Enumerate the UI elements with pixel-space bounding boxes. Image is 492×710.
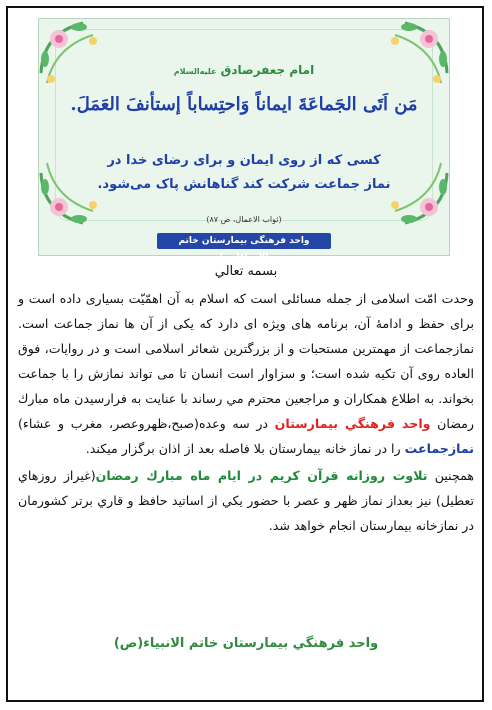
arabic-hadith: مَن اَتَى الجَماعَةَ ايماناً وَاحتِساباً إستأنفَ العَمَلَ.	[70, 94, 418, 115]
hadith-banner	[38, 18, 450, 262]
paragraph-text: (غيراز روزهاي تعطيل) نيز بعداز نماز ظهر و عصر با حضور يكي از اساتيد حافظ و قاري برتر كشورمان در نمازخانه بيمارستان انجام خواهد شد.	[18, 468, 474, 533]
hadith-source: (ثواب الاعمال، ص ۸۷)	[206, 215, 282, 224]
persian-translation	[69, 149, 419, 197]
persian-line: کسی که از روی ایمان و برای رضای خدا در	[107, 153, 381, 168]
paragraph-text: را در نماز خانه بيمارستان بلا فاصله بعد از اذان برگزار ميكند.	[85, 441, 401, 456]
paragraph	[18, 286, 474, 461]
highlight-prayer: نمازجماعت	[404, 441, 474, 456]
imam-honorific: عليه‌السلام	[173, 67, 217, 76]
highlight-quran: تلاوت روزانه قرآن کريم در ايام ماه مبارك رمضان	[95, 468, 428, 483]
paragraph-text: همچنين	[434, 468, 475, 483]
floral-corner-ornament	[365, 13, 455, 103]
floral-corner-ornament	[33, 13, 123, 103]
announcement-body	[18, 286, 474, 538]
persian-line: نماز جماعت شرکت کند گناهانش پاک می‌شود.	[97, 177, 391, 192]
paragraph-text: در سه وعده(صبح،ظهروعصر، مغرب و عشاء)	[18, 416, 269, 431]
basmala-heading: بسمه تعالي	[214, 264, 278, 279]
signature: واحد فرهنگي بيمارستان خاتم الانبياء(ص)	[113, 636, 379, 651]
unit-name-bar: واحد فرهنگی بیمارستان خاتم الانبیاء(ص)	[157, 233, 331, 249]
imam-name-text: امام جعفرصادق	[220, 63, 315, 77]
highlight-unit: واحد فرهنگي بيمارستان	[274, 416, 431, 431]
paragraph	[18, 463, 474, 538]
paragraph-text: وحدت امّت اسلامی از جمله مسائلی است که اسلام به آن اهمّیّت بسیاری داده است و برای حفظ و ادامهٔ آن، برنامه های ویژه ای دارد که یکی از آن ها نماز جماعت است. نمازجماعت از مهمترین مستحبات و از بزرگترین شعائر اسلامی است و در روایات، فوق العاده روی آن تکیه شده است؛ و سزاوار است انسان تا می تواند نمازش را با جماعت بخواند. به اطلاع همکاران و مراجعین محترم مي رساند با عنايت به فرارسيدن ماه مبارك رمضان	[18, 291, 474, 431]
imam-name	[39, 63, 449, 77]
